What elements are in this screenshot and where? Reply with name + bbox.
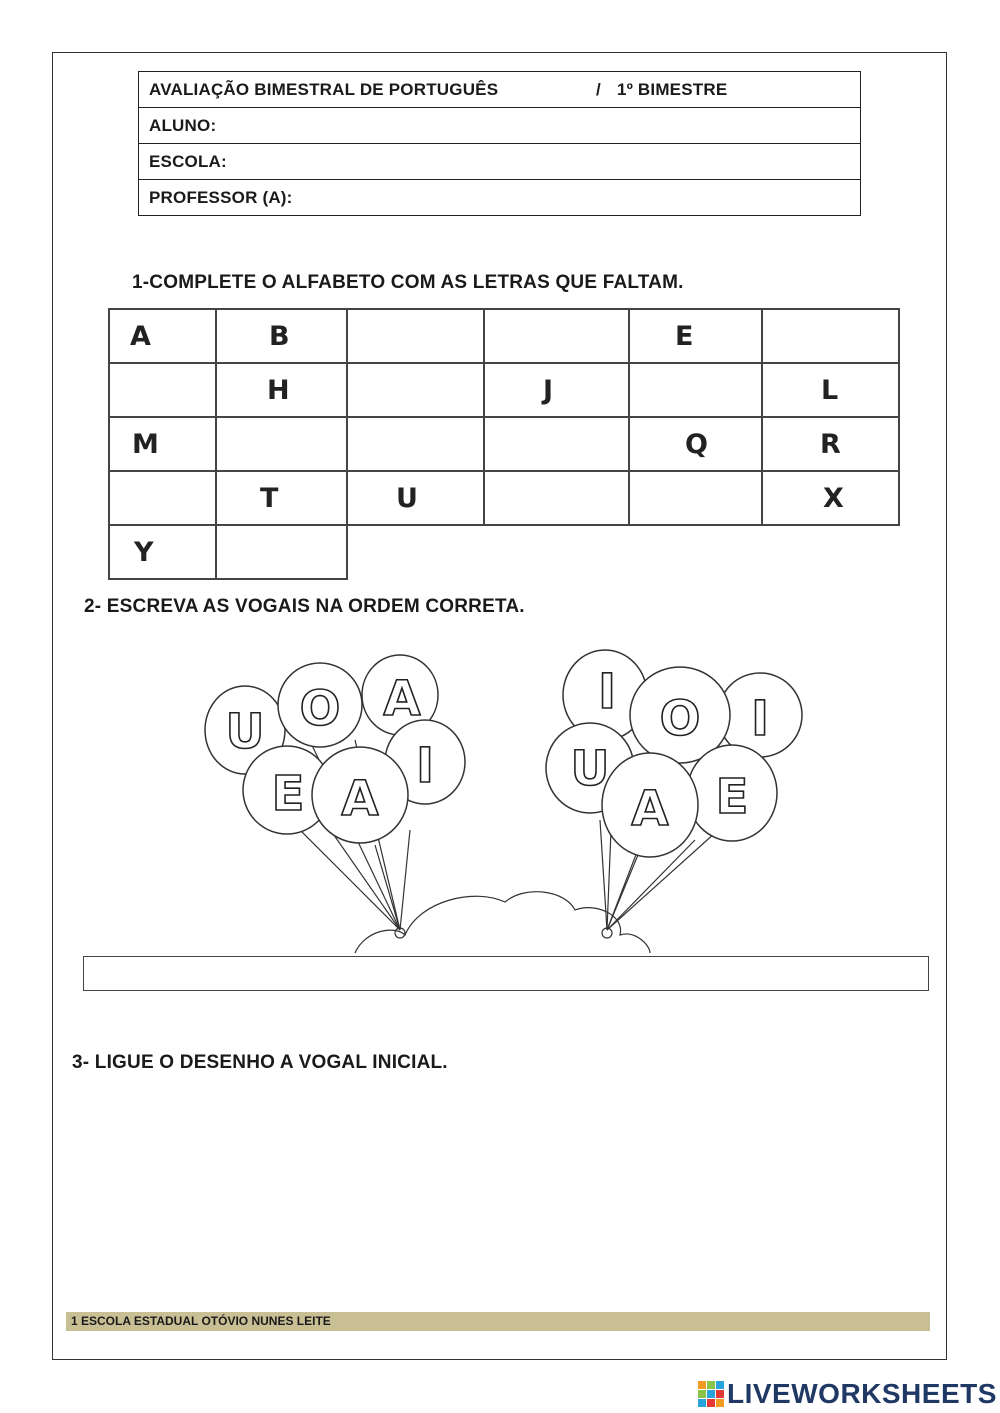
alphabet-cell[interactable] bbox=[216, 525, 347, 579]
cloud-outline bbox=[355, 892, 650, 953]
alphabet-row bbox=[109, 417, 899, 471]
balloons-illustration bbox=[195, 640, 815, 955]
alphabet-cell[interactable]: H bbox=[216, 363, 347, 417]
balloon-letter: I bbox=[751, 691, 769, 747]
balloon-letter: I bbox=[416, 738, 434, 794]
exam-period: 1º BIMESTRE bbox=[616, 79, 728, 99]
balloon-letter: A bbox=[383, 671, 421, 727]
brand bbox=[697, 1377, 997, 1411]
balloon-letter: A bbox=[631, 781, 669, 837]
school-label: ESCOLA: bbox=[149, 151, 227, 171]
alphabet-row bbox=[109, 363, 899, 417]
alphabet-cell[interactable]: M bbox=[109, 417, 216, 471]
balloon-letter: U bbox=[225, 704, 265, 760]
alphabet-cell[interactable]: T bbox=[216, 471, 347, 525]
title-separator: / bbox=[596, 79, 601, 99]
question2-heading: 2- ESCREVA AS VOGAIS NA ORDEM CORRETA. bbox=[84, 596, 525, 617]
header-table bbox=[138, 71, 861, 216]
grid-blank bbox=[762, 525, 899, 579]
alphabet-cell[interactable] bbox=[484, 471, 629, 525]
grid-blank bbox=[629, 525, 762, 579]
exam-title: AVALIAÇÃO BIMESTRAL DE PORTUGUÊS bbox=[149, 79, 499, 99]
balloon-string bbox=[400, 830, 410, 930]
footer-school: 1 ESCOLA ESTADUAL OTÓVIO NUNES LEITE bbox=[66, 1312, 930, 1331]
alphabet-row bbox=[109, 309, 899, 363]
alphabet-cell[interactable]: E bbox=[629, 309, 762, 363]
student-label: ALUNO: bbox=[149, 115, 217, 135]
alphabet-cell[interactable] bbox=[347, 363, 484, 417]
alphabet-cell[interactable] bbox=[762, 309, 899, 363]
liveworksheets-logo-icon bbox=[697, 1380, 725, 1408]
teacher-label: PROFESSOR (A): bbox=[149, 187, 293, 207]
alphabet-cell[interactable]: Y bbox=[109, 525, 216, 579]
grid-blank bbox=[347, 525, 484, 579]
brand-name: LIVEWORKSHEETS bbox=[727, 1378, 997, 1409]
balloon-letter: U bbox=[570, 741, 610, 797]
school-field[interactable] bbox=[139, 144, 861, 180]
question1-heading: 1-COMPLETE O ALFABETO COM AS LETRAS QUE FALTAM. bbox=[132, 272, 684, 293]
alphabet-cell[interactable] bbox=[109, 471, 216, 525]
alphabet-cell[interactable] bbox=[484, 417, 629, 471]
alphabet-cell[interactable]: B bbox=[216, 309, 347, 363]
alphabet-cell[interactable] bbox=[347, 417, 484, 471]
alphabet-row bbox=[109, 525, 899, 579]
balloon-letter: A bbox=[341, 771, 379, 827]
grid-blank bbox=[484, 525, 629, 579]
header-title-cell bbox=[139, 72, 861, 108]
alphabet-cell[interactable] bbox=[629, 363, 762, 417]
alphabet-cell[interactable]: L bbox=[762, 363, 899, 417]
alphabet-cell[interactable] bbox=[109, 363, 216, 417]
vowels-answer-box[interactable] bbox=[83, 956, 929, 991]
balloon-letter: O bbox=[299, 681, 341, 737]
balloon-letter: E bbox=[271, 766, 305, 822]
alphabet-cell[interactable] bbox=[216, 417, 347, 471]
alphabet-cell[interactable]: X bbox=[762, 471, 899, 525]
alphabet-cell[interactable]: J bbox=[484, 363, 629, 417]
alphabet-cell[interactable]: R bbox=[762, 417, 899, 471]
student-field[interactable] bbox=[139, 108, 861, 144]
question3-heading: 3- LIGUE O DESENHO A VOGAL INICIAL. bbox=[72, 1052, 448, 1073]
teacher-field[interactable] bbox=[139, 180, 861, 216]
balloon-letter: O bbox=[659, 691, 701, 747]
alphabet-cell[interactable]: Q bbox=[629, 417, 762, 471]
alphabet-cell[interactable]: U bbox=[347, 471, 484, 525]
balloon-letter: E bbox=[715, 769, 749, 825]
alphabet-cell[interactable] bbox=[347, 309, 484, 363]
balloon-string bbox=[600, 820, 607, 930]
balloon-letter: I bbox=[598, 664, 616, 720]
alphabet-cell[interactable] bbox=[484, 309, 629, 363]
alphabet-row bbox=[109, 471, 899, 525]
alphabet-cell[interactable]: A bbox=[109, 309, 216, 363]
alphabet-grid bbox=[108, 308, 900, 580]
alphabet-cell[interactable] bbox=[629, 471, 762, 525]
